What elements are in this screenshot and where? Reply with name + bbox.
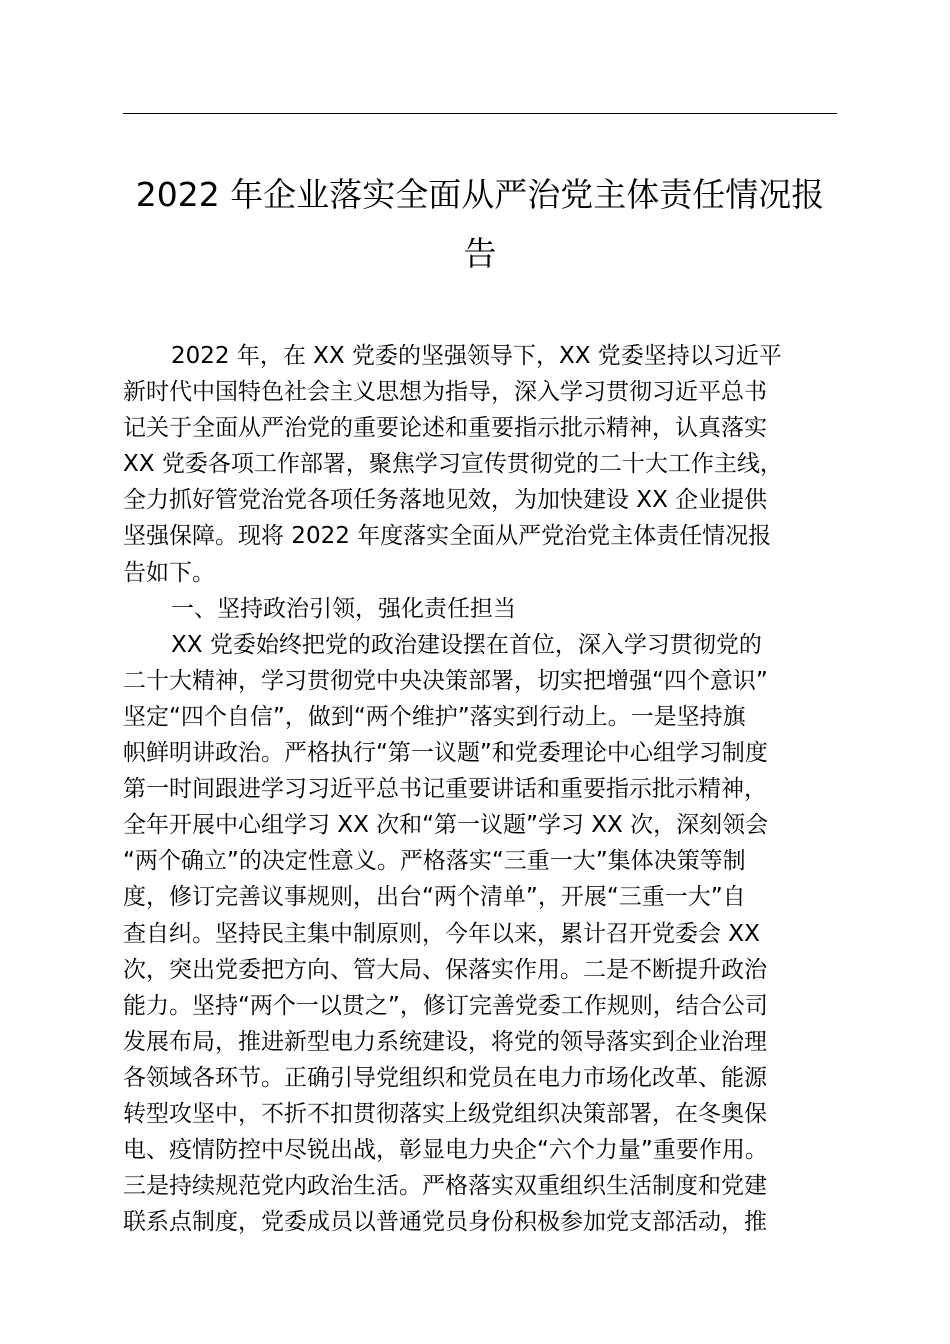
title-line: 告 bbox=[463, 234, 497, 273]
paragraph-line: 电、疫情防控中尽锐出战，彰显电力央企“六个力量”重要作用。 bbox=[123, 1137, 768, 1164]
paragraph-line: 各领域各环节。正确引导党组织和党员在电力市场化改革、能源 bbox=[123, 1064, 767, 1091]
paragraph-line: 度，修订完善议事规则，出台“两个清单”，开展“三重一大”自 bbox=[123, 884, 746, 911]
paragraph-line: 联系点制度，党委成员以普通党员身份积极参加党支部活动，推 bbox=[123, 1209, 767, 1236]
paragraph-line: XX 党委始终把党的政治建设摆在首位，深入学习贯彻党的 bbox=[171, 631, 762, 658]
paragraph-line: XX 党委各项工作部署，聚焦学习宣传贯彻党的二十大工作主线， bbox=[123, 451, 783, 478]
paragraph-line: 全力抓好管党治党各项任务落地见效，为加快建设 XX 企业提供 bbox=[123, 487, 768, 514]
title-line: 2022 年企业落实全面从严治党主体责任情况报 bbox=[135, 175, 825, 214]
paragraph-line: 坚定“四个自信”，做到“两个维护”落实到行动上。一是坚持旗 bbox=[123, 703, 746, 730]
paragraph-line: 全年开展中心组学习 XX 次和“第一议题”学习 XX 次，深刻领会 bbox=[123, 812, 769, 839]
paragraph-line: “两个确立”的决定性意义。严格落实“三重一大”集体决策等制 bbox=[123, 848, 746, 875]
paragraph-line: 新时代中国特色社会主义思想为指导，深入学习贯彻习近平总书 bbox=[123, 379, 767, 406]
paragraph-line: 转型攻坚中，不折不扣贯彻落实上级党组织决策部署，在冬奥保 bbox=[123, 1100, 767, 1127]
paragraph-line: 帜鲜明讲政治。严格执行“第一议题”和党委理论中心组学习制度 bbox=[123, 740, 768, 767]
paragraph-line: 次，突出党委把方向、管大局、保落实作用。二是不断提升政治 bbox=[123, 956, 767, 983]
paragraph-line: 二十大精神，学习贯彻党中央决策部署，切实把增强“四个意识” bbox=[123, 667, 768, 694]
paragraph-line: 坚强保障。现将 2022 年度落实全面从严党治党主体责任情况报 bbox=[123, 523, 772, 550]
paragraph-line: 一、坚持政治引领，强化责任担当 bbox=[171, 595, 516, 622]
paragraph-line: 告如下。 bbox=[123, 559, 215, 586]
paragraph-line: 2022 年，在 XX 党委的坚强领导下，XX 党委坚持以习近平 bbox=[171, 343, 782, 369]
paragraph-line: 发展布局，推进新型电力系统建设，将党的领导落实到企业治理 bbox=[123, 1028, 767, 1055]
paragraph-line: 三是持续规范党内政治生活。严格落实双重组织生活制度和党建 bbox=[123, 1173, 767, 1200]
paragraph-line: 第一时间跟进学习习近平总书记重要讲话和重要指示批示精神， bbox=[123, 776, 767, 803]
page-title bbox=[113, 165, 847, 283]
paragraph-line: 能力。坚持“两个一以贯之”，修订完善党委工作规则，结合公司 bbox=[123, 992, 768, 1019]
body-text bbox=[123, 338, 845, 1240]
header-rule bbox=[123, 113, 837, 114]
paragraph-line: 记关于全面从严治党的重要论述和重要指示批示精神，认真落实 bbox=[123, 415, 767, 442]
paragraph-line: 查自纠。坚持民主集中制原则，今年以来，累计召开党委会 XX bbox=[123, 920, 760, 947]
